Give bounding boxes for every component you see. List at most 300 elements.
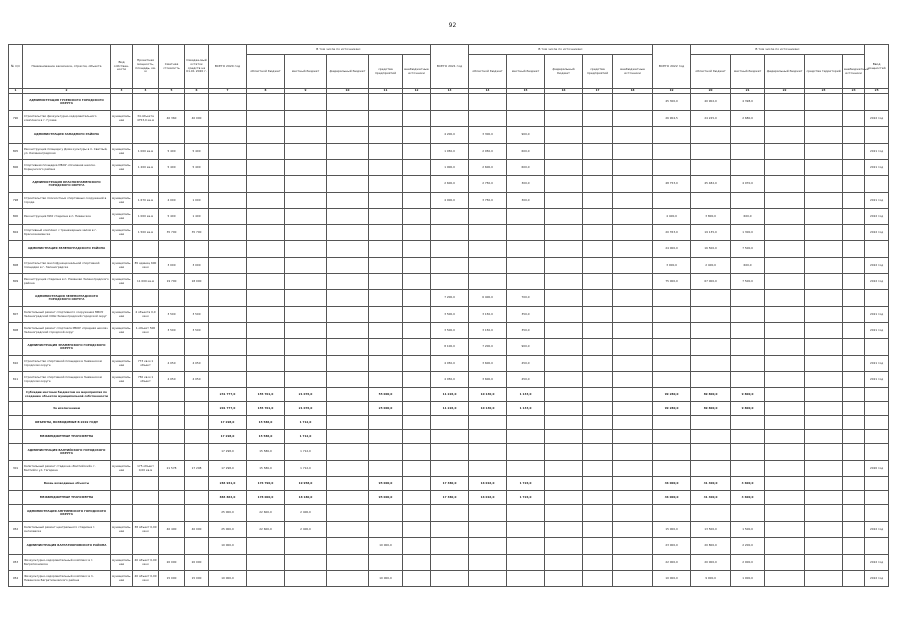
row-capacity	[133, 416, 159, 430]
row-value-col-10	[327, 339, 369, 356]
row-value-col-14: 16 016,0	[469, 491, 507, 505]
row-value-col-7: 284 941,0	[209, 477, 247, 491]
row-value-col-18	[613, 416, 653, 430]
row-capacity: 750 кв.м 1 объект	[133, 372, 159, 388]
row-value-col-20: 67 000,0	[691, 274, 731, 290]
row-ownership	[111, 339, 133, 356]
row-value-col-13: 3 500,0	[431, 323, 469, 339]
row-value-col-12	[403, 402, 431, 416]
row-value-col-13	[431, 571, 469, 587]
row-value-col-9	[285, 225, 327, 241]
row-remaining: 15 000	[185, 571, 209, 587]
row-value-col-17	[583, 193, 613, 209]
row-value-col-8	[247, 241, 285, 258]
row-value-col-23	[805, 555, 843, 571]
row-value-col-13	[431, 430, 469, 444]
row-value-col-17	[583, 430, 613, 444]
row-value-col-11: 95 000,0	[369, 491, 403, 505]
row-value-col-9	[285, 258, 327, 274]
row-value-col-13	[431, 241, 469, 258]
row-value-col-24	[843, 193, 865, 209]
row-value-col-9	[285, 571, 327, 587]
row-ownership: муниципаль-ная	[111, 372, 133, 388]
column-number: 10	[327, 89, 369, 94]
row-value-col-24	[843, 94, 865, 111]
header-territorial-2022: средства территорий	[805, 55, 843, 89]
row-value-col-16	[545, 323, 583, 339]
row-value-col-13: 4 050,0	[431, 372, 469, 388]
row-value-col-17	[583, 522, 613, 538]
row-value-col-11	[369, 274, 403, 290]
row-value-col-9: 19 958,0	[285, 477, 327, 491]
row-estimate: 40 400	[159, 522, 185, 538]
row-value-col-12	[403, 160, 431, 176]
row-value-col-24	[843, 176, 865, 193]
row-value-col-15: 600,0	[507, 144, 545, 160]
table-row-item	[9, 307, 889, 323]
row-value-col-10	[327, 444, 369, 461]
row-number: 807	[9, 307, 23, 323]
row-value-col-8: 155 701,0	[247, 388, 285, 402]
row-value-col-9	[285, 274, 327, 290]
row-value-col-8	[247, 160, 285, 176]
row-name: АДМИНИСТРАЦИЯ БАЛТИЙСКОГО ГОРОДСКОГО ОКРУГА	[23, 444, 111, 461]
row-value-col-18	[613, 522, 653, 538]
row-ownership: муниципаль-ная	[111, 209, 133, 225]
row-value-col-14	[469, 571, 507, 587]
row-number: 798	[9, 193, 23, 209]
row-value-col-14: 2 050,0	[469, 144, 507, 160]
row-value-col-23	[805, 144, 843, 160]
row-number	[9, 538, 23, 555]
row-name: АДМИНИСТРАЦИЯ ЗАПАДНОГО РАЙОНА	[23, 127, 111, 144]
row-value-col-7	[209, 339, 247, 356]
row-value-col-14: 16 016,0	[469, 477, 507, 491]
row-value-col-7	[209, 372, 247, 388]
row-value-col-8	[247, 111, 285, 127]
table-row-subtotal	[9, 477, 889, 491]
row-remaining	[185, 538, 209, 555]
row-value-col-19: 46 000,0	[653, 477, 691, 491]
row-value-col-21	[731, 461, 765, 477]
row-value-col-15: 300,0	[507, 176, 545, 193]
row-value-col-10	[327, 307, 369, 323]
row-capacity: 1 000 кв.м	[133, 209, 159, 225]
row-remaining	[185, 176, 209, 193]
row-name: Вновь возводимые объекты	[23, 477, 111, 491]
row-value-col-15	[507, 258, 545, 274]
row-name: Строительство спортивной площадки в Знаменском городском округе	[23, 372, 111, 388]
row-name: АДМИНИСТРАЦИЯ ГУСЕВСКОГО ГОРОДСКОГО ОКРУГА	[23, 94, 111, 111]
row-estimate	[159, 127, 185, 144]
row-value-col-24	[843, 225, 865, 241]
row-ownership: муниципаль-ная	[111, 160, 133, 176]
row-value-col-10	[327, 241, 369, 258]
row-name: АДМИНИСТРАЦИЯ ЗЕЛЕНОГРАДСКОГО РАЙОНА	[23, 241, 111, 258]
row-number: 809	[9, 274, 23, 290]
row-number: 790	[9, 111, 23, 127]
row-value-col-20: 3 800,0	[691, 209, 731, 225]
row-value-col-15: 450,0	[507, 356, 545, 372]
row-value-col-9: 1 712,0	[285, 461, 327, 477]
column-number: 11	[369, 89, 403, 94]
row-value-col-22	[765, 258, 805, 274]
row-value-col-7: 10 000,0	[209, 538, 247, 555]
row-value-col-25: 2022 год	[865, 571, 889, 587]
row-value-col-8: 15 586,0	[247, 430, 285, 444]
row-ownership	[111, 491, 133, 505]
row-value-col-13: 7 200,0	[431, 290, 469, 307]
row-value-col-14: 3 150,0	[469, 307, 507, 323]
row-value-col-15: 450,0	[507, 372, 545, 388]
row-value-col-24	[843, 444, 865, 461]
row-value-col-7	[209, 323, 247, 339]
row-value-col-14	[469, 241, 507, 258]
row-value-col-21: 4 600,0	[731, 477, 765, 491]
row-value-col-17	[583, 444, 613, 461]
row-value-col-10	[327, 111, 369, 127]
row-value-col-7	[209, 307, 247, 323]
row-value-col-12	[403, 571, 431, 587]
column-number: 15	[507, 89, 545, 94]
row-estimate: 3 500	[159, 307, 185, 323]
row-number: 301	[9, 461, 23, 477]
row-value-col-14	[469, 430, 507, 444]
row-estimate: 15 000	[159, 571, 185, 587]
row-value-col-20: 24 225,0	[691, 111, 731, 127]
row-value-col-11	[369, 505, 403, 522]
row-value-col-22	[765, 290, 805, 307]
row-remaining: 40 000	[185, 522, 209, 538]
row-value-col-25: 2022 год	[865, 258, 889, 274]
row-value-col-8	[247, 555, 285, 571]
row-value-col-20: 2 400,0	[691, 258, 731, 274]
row-value-col-11	[369, 372, 403, 388]
row-value-col-7: 10 000,0	[209, 571, 247, 587]
row-value-col-18	[613, 491, 653, 505]
table-row-group	[9, 339, 889, 356]
row-value-col-23	[805, 522, 843, 538]
row-ownership	[111, 444, 133, 461]
table-row-group	[9, 505, 889, 522]
row-value-col-11	[369, 225, 403, 241]
row-value-col-22	[765, 209, 805, 225]
row-value-col-15: 350,0	[507, 323, 545, 339]
row-value-col-7: 884 864,0	[209, 491, 247, 505]
row-capacity: 4 объекта 0,0 кв.м	[133, 307, 159, 323]
row-value-col-24	[843, 402, 865, 416]
row-value-col-17	[583, 258, 613, 274]
header-total-2022: ВСЕГО 2022 год	[653, 45, 691, 89]
row-value-col-25: 2021 год	[865, 193, 889, 209]
table-row-item	[9, 193, 889, 209]
row-value-col-16	[545, 160, 583, 176]
row-value-col-11	[369, 241, 403, 258]
row-remaining	[185, 402, 209, 416]
row-name: Капитальный ремонт центрального стадиона г. Ангелевска	[23, 522, 111, 538]
row-value-col-9	[285, 160, 327, 176]
table-row-group	[9, 444, 889, 461]
row-value-col-12	[403, 555, 431, 571]
row-estimate	[159, 176, 185, 193]
row-value-col-17	[583, 241, 613, 258]
row-value-col-12	[403, 290, 431, 307]
row-value-col-12	[403, 444, 431, 461]
row-value-col-10	[327, 388, 369, 402]
row-value-col-24	[843, 209, 865, 225]
header-name: Наименование заказчика, отрасли, объекта	[23, 45, 111, 89]
row-estimate	[159, 477, 185, 491]
row-value-col-16	[545, 193, 583, 209]
row-value-col-8	[247, 258, 285, 274]
row-value-col-9	[285, 127, 327, 144]
row-remaining	[185, 127, 209, 144]
row-value-col-25: 2021 год	[865, 372, 889, 388]
header-local-2020: местный бюджет	[285, 55, 327, 89]
row-value-col-20: 41 400,0	[691, 477, 731, 491]
row-value-col-18	[613, 307, 653, 323]
column-number: 16	[545, 89, 583, 94]
row-value-col-19	[653, 416, 691, 430]
row-value-col-19	[653, 193, 691, 209]
row-value-col-18	[613, 372, 653, 388]
row-value-col-25	[865, 416, 889, 430]
row-ownership	[111, 538, 133, 555]
row-value-col-7	[209, 258, 247, 274]
row-value-col-9: 1 712,0	[285, 444, 327, 461]
row-value-col-20: 40 902,0	[691, 94, 731, 111]
row-remaining: 1 000	[185, 193, 209, 209]
row-remaining: 5 400	[185, 160, 209, 176]
row-capacity: 1 670 кв.м	[133, 193, 159, 209]
row-value-col-16	[545, 491, 583, 505]
column-number: 19	[653, 89, 691, 94]
row-value-col-19: 99 280,0	[653, 402, 691, 416]
row-value-col-11	[369, 111, 403, 127]
row-name: Строительство физкультурно-оздоровительного комплекса в г. Гусеве	[23, 111, 111, 127]
row-value-col-23	[805, 127, 843, 144]
row-value-col-13: 17 380,0	[431, 477, 469, 491]
row-value-col-9: 2 400,0	[285, 522, 327, 538]
row-value-col-22	[765, 307, 805, 323]
row-value-col-17	[583, 209, 613, 225]
row-ownership	[111, 505, 133, 522]
row-estimate: 4 050	[159, 356, 185, 372]
row-value-col-15	[507, 94, 545, 111]
row-value-col-17	[583, 225, 613, 241]
row-value-col-18	[613, 225, 653, 241]
row-estimate	[159, 241, 185, 258]
row-value-col-12	[403, 522, 431, 538]
row-value-col-24	[843, 356, 865, 372]
row-value-col-14	[469, 209, 507, 225]
row-value-col-21	[731, 323, 765, 339]
row-value-col-24	[843, 241, 865, 258]
row-capacity: 85 единиц 600 кв.м	[133, 258, 159, 274]
row-value-col-11	[369, 430, 403, 444]
row-value-col-18	[613, 402, 653, 416]
row-remaining	[185, 290, 209, 307]
row-value-col-14	[469, 444, 507, 461]
row-capacity	[133, 538, 159, 555]
row-capacity	[133, 491, 159, 505]
row-name: Капитальный ремонт стадиона «Балтийский» г. Балтийск ул. Гагарина	[23, 461, 111, 477]
row-value-col-23	[805, 571, 843, 587]
row-value-col-16	[545, 402, 583, 416]
row-value-col-19: 99 280,0	[653, 388, 691, 402]
row-value-col-19	[653, 444, 691, 461]
row-value-col-21	[731, 193, 765, 209]
row-value-col-23	[805, 339, 843, 356]
row-value-col-12	[403, 323, 431, 339]
row-value-col-8	[247, 372, 285, 388]
row-value-col-24	[843, 522, 865, 538]
row-value-col-15	[507, 241, 545, 258]
row-value-col-11	[369, 160, 403, 176]
row-ownership	[111, 388, 133, 402]
row-value-col-21	[731, 339, 765, 356]
table-row-group	[9, 94, 889, 111]
row-value-col-14: 10 130,0	[469, 402, 507, 416]
row-value-col-16	[545, 522, 583, 538]
row-value-col-16	[545, 356, 583, 372]
row-estimate: 5 400	[159, 144, 185, 160]
row-value-col-20: 89 800,0	[691, 402, 731, 416]
table-row-subtotal	[9, 402, 889, 416]
row-value-col-10	[327, 290, 369, 307]
row-ownership: муниципаль-ная	[111, 522, 133, 538]
table-row-item	[9, 274, 889, 290]
row-value-col-11	[369, 193, 403, 209]
row-value-col-7	[209, 176, 247, 193]
row-number: 806	[9, 160, 23, 176]
row-value-col-9	[285, 307, 327, 323]
row-estimate: 4 000	[159, 193, 185, 209]
row-value-col-16	[545, 176, 583, 193]
row-value-col-19: 26 904,5	[653, 111, 691, 127]
row-value-col-23	[805, 430, 843, 444]
row-value-col-8: 22 600,0	[247, 522, 285, 538]
row-value-col-15: 600,0	[507, 160, 545, 176]
row-value-col-22	[765, 444, 805, 461]
row-value-col-12	[403, 491, 431, 505]
row-estimate	[159, 430, 185, 444]
row-value-col-25	[865, 402, 889, 416]
row-value-col-22	[765, 402, 805, 416]
row-value-col-18	[613, 339, 653, 356]
row-value-col-13	[431, 522, 469, 538]
row-value-col-13: 17 380,0	[431, 491, 469, 505]
row-estimate	[159, 290, 185, 307]
row-value-col-15: 300,0	[507, 193, 545, 209]
header-local-2022: местный бюджет	[731, 55, 765, 89]
row-value-col-22	[765, 522, 805, 538]
row-value-col-21: 600,0	[731, 209, 765, 225]
row-value-col-20	[691, 193, 731, 209]
row-number: 805	[9, 144, 23, 160]
row-estimate: 35 700	[159, 225, 185, 241]
row-value-col-18	[613, 127, 653, 144]
row-value-col-20: 19 135,0	[691, 225, 731, 241]
row-value-col-21: 1 500,0	[731, 522, 765, 538]
row-value-col-15	[507, 430, 545, 444]
row-value-col-21	[731, 505, 765, 522]
row-value-col-12	[403, 241, 431, 258]
row-name: МЕЖБЮДЖЕТНЫЕ ТРАНСФЕРТЫ	[23, 491, 111, 505]
header-regional-2022: областной бюджет	[691, 55, 731, 89]
row-number	[9, 402, 23, 416]
row-remaining	[185, 416, 209, 430]
row-value-col-18	[613, 176, 653, 193]
row-value-col-22	[765, 225, 805, 241]
row-value-col-17	[583, 538, 613, 555]
row-value-col-8: 176 790,0	[247, 477, 285, 491]
row-value-col-8: 155 701,0	[247, 402, 285, 416]
row-value-col-11	[369, 444, 403, 461]
row-value-col-14: 7 200,0	[469, 339, 507, 356]
column-number: 23	[805, 89, 843, 94]
row-value-col-25: 2022 год	[865, 522, 889, 538]
row-value-col-10	[327, 144, 369, 160]
row-value-col-16	[545, 225, 583, 241]
row-name: АДМИНИСТРАЦИЯ ЗНАМЕНСКОГО ГОРОДСКОГО ОКРУГА	[23, 339, 111, 356]
row-name: Реконструкция МАУ стадиона в п. Нивенское	[23, 209, 111, 225]
row-value-col-16	[545, 416, 583, 430]
row-value-col-8: 178 000,0	[247, 491, 285, 505]
row-value-col-15: 700,0	[507, 290, 545, 307]
row-value-col-16	[545, 388, 583, 402]
row-value-col-13: 11 226,0	[431, 388, 469, 402]
row-value-col-17	[583, 416, 613, 430]
header-no: № п/п	[9, 45, 23, 89]
row-value-col-9	[285, 176, 327, 193]
row-value-col-10	[327, 522, 369, 538]
row-value-col-9	[285, 94, 327, 111]
row-value-col-8	[247, 274, 285, 290]
row-value-col-15: 350,0	[507, 307, 545, 323]
row-value-col-19	[653, 339, 691, 356]
row-name: АДМИНИСТРАЦИЯ БАГРАТИОНОВСКОГО РАЙОНА	[23, 538, 111, 555]
row-value-col-13	[431, 274, 469, 290]
table-row-item	[9, 372, 889, 388]
row-remaining	[185, 241, 209, 258]
row-value-col-19: 15 000,0	[653, 522, 691, 538]
row-value-col-18	[613, 461, 653, 477]
row-number: 810	[9, 356, 23, 372]
row-value-col-24	[843, 461, 865, 477]
row-value-col-7	[209, 241, 247, 258]
row-name: ОБЪЕКТЫ, ВОЗВОДИМЫЕ В 2019 ГОДУ	[23, 416, 111, 430]
header-sources-2021: В том числе по источникам:	[469, 45, 653, 55]
row-value-col-19: 45 300,0	[653, 94, 691, 111]
column-number: 9	[285, 89, 327, 94]
row-value-col-24	[843, 323, 865, 339]
row-name: Спортивная площадка МБОУ «Основная школа» Коршунского района	[23, 160, 111, 176]
row-name: АДМИНИСТРАЦИЯ АНГЕЛЕВСКОГО ГОРОДСКОГО ОКРУГА	[23, 505, 111, 522]
row-value-col-10	[327, 505, 369, 522]
header-enterprise-2020: средства предприятий	[369, 55, 403, 89]
row-value-col-20	[691, 160, 731, 176]
row-value-col-25: 2021 год	[865, 356, 889, 372]
row-value-col-15	[507, 555, 545, 571]
row-value-col-11	[369, 461, 403, 477]
row-value-col-9	[285, 193, 327, 209]
row-capacity	[133, 94, 159, 111]
row-value-col-19: 48 753,0	[653, 176, 691, 193]
row-value-col-21: 2 200,0	[731, 538, 765, 555]
column-number: 5	[159, 89, 185, 94]
row-value-col-12	[403, 461, 431, 477]
